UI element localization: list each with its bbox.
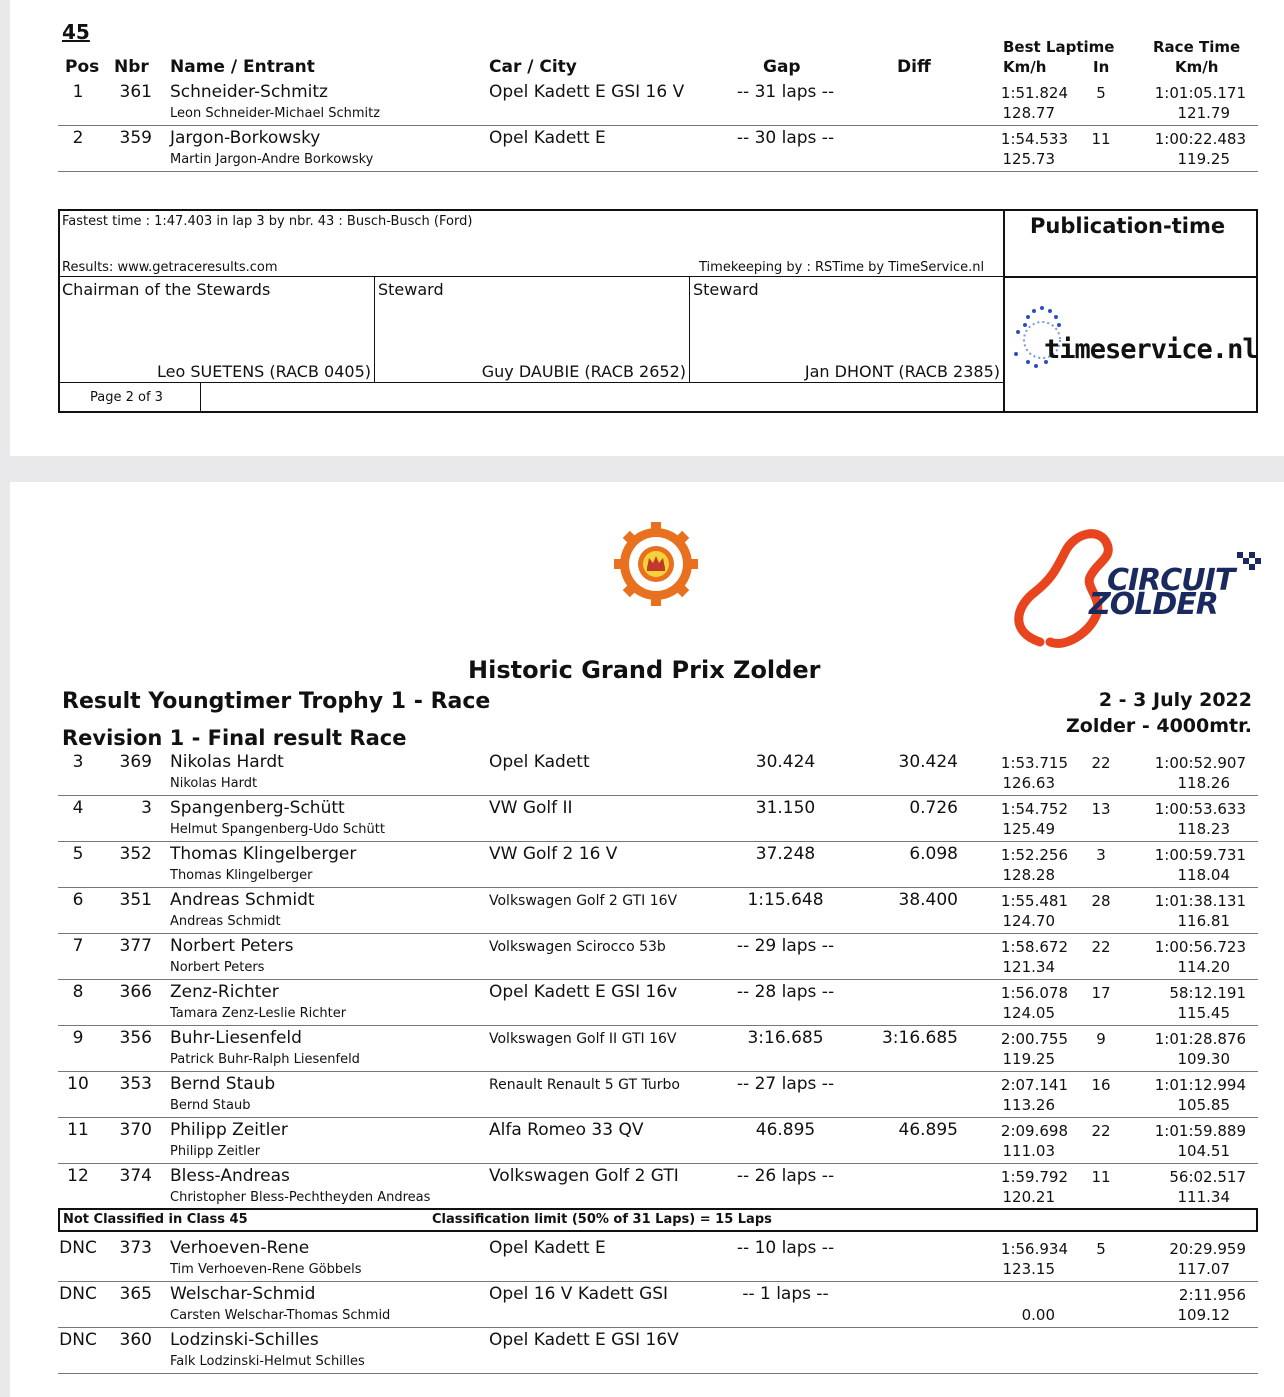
best-kmh: 123.15 [1002,1260,1055,1278]
best-laptime: 1:55.481 [1000,892,1068,910]
racb-logo [614,522,698,606]
best-kmh: 119.25 [1002,1050,1055,1068]
race-kmh: 115.45 [1177,1004,1230,1022]
result-row [58,80,1258,126]
car-number: 370 [119,1120,152,1140]
race-time: 1:01:12.994 [1154,1076,1246,1094]
result-row [58,1118,1258,1164]
car-number: 352 [119,844,152,864]
car: Opel 16 V Kadett GSI [489,1284,669,1304]
drivers: Christopher Bless-Pechtheyden Andreas [170,1190,431,1205]
entrant-name: Andreas Schmidt [170,890,315,910]
race-kmh: 105.85 [1177,1096,1230,1114]
race-kmh: 118.23 [1177,820,1230,838]
entrant-name: Schneider-Schmitz [170,82,328,102]
race-kmh: 104.51 [1177,1142,1230,1160]
best-in-lap: 9 [1096,1030,1106,1048]
steward1-label: Steward [378,280,444,299]
position: 10 [67,1074,89,1094]
car: VW Golf 2 16 V [489,844,618,864]
drivers: Martin Jargon-Andre Borkowsky [170,152,374,167]
diff: 3:16.685 [881,1028,958,1048]
gap: -- 27 laps -- [736,1074,835,1094]
result-row [58,842,1258,888]
race-kmh: 121.79 [1177,104,1230,122]
car: Volkswagen Golf 2 GTI [489,1166,679,1186]
entrant-name: Nikolas Hardt [170,752,284,772]
drivers: Falk Lodzinski-Helmut Schilles [170,1354,365,1369]
best-kmh: 111.03 [1002,1142,1055,1160]
car-number: 353 [119,1074,152,1094]
entrant-name: Lodzinski-Schilles [170,1330,319,1350]
header-pos: Pos [65,57,100,77]
car-number: 360 [119,1330,152,1350]
diff: 30.424 [898,752,958,772]
position: 9 [72,1028,84,1048]
drivers: Tamara Zenz-Leslie Richter [170,1006,347,1021]
timeservice-wordmark: timeservice.nl [1044,334,1258,365]
timekeeping: Timekeeping by : RSTime by TimeService.nl [699,260,985,275]
dnc-row [58,1282,1258,1328]
dnc-row [58,1328,1258,1374]
gap: -- 10 laps -- [736,1238,835,1258]
result-row [58,126,1258,172]
best-in-lap: 5 [1096,84,1106,102]
gap: 37.248 [755,844,816,864]
gap: 31.150 [755,798,816,818]
best-laptime: 1:54.752 [1000,800,1068,818]
gap: -- 1 laps -- [742,1284,829,1304]
best-in-lap: 5 [1096,1240,1106,1258]
class-number: 45 [62,20,90,44]
entrant-name: Thomas Klingelberger [170,844,357,864]
race-time: 1:00:59.731 [1154,846,1246,864]
chairman-name: Leo SUETENS (RACB 0405) [157,362,371,381]
race-kmh: 109.12 [1177,1306,1230,1324]
race-kmh: 114.20 [1177,958,1230,976]
steward2-label: Steward [693,280,759,299]
car-number: 359 [119,128,152,148]
position: 6 [72,890,84,910]
event-venue: Zolder - 4000mtr. [1066,715,1252,737]
gap: 46.895 [755,1120,816,1140]
race-time: 20:29.959 [1169,1240,1246,1258]
page-number-cell [58,382,201,413]
gap: -- 29 laps -- [736,936,835,956]
race-kmh: 117.07 [1177,1260,1230,1278]
best-in-lap: 17 [1091,984,1111,1002]
car-number: 377 [119,936,152,956]
best-laptime: 1:58.672 [1000,938,1068,956]
entrant-name: Norbert Peters [170,936,294,956]
race-time: 1:00:22.483 [1154,130,1246,148]
car: Opel Kadett [489,752,590,772]
best-in-lap: 11 [1091,1168,1111,1186]
chairman-cell [58,276,375,383]
diff: 6.098 [909,844,958,864]
best-kmh: 125.73 [1002,150,1055,168]
position: 3 [72,752,84,772]
result-row [58,750,1258,796]
result-row [58,888,1258,934]
car-number: 365 [119,1284,152,1304]
steward2-name: Jan DHONT (RACB 2385) [804,362,1000,381]
classification-limit: Classification limit (50% of 31 Laps) = 15 Laps [432,1212,772,1227]
result-row [58,796,1258,842]
race-time: 1:00:56.723 [1154,938,1246,956]
race-time: 1:01:05.171 [1154,84,1246,102]
best-in-lap: 11 [1091,130,1111,148]
car: Opel Kadett E GSI 16 V [489,82,685,102]
best-laptime: 2:00.755 [1000,1030,1068,1048]
position: DNC [59,1238,97,1258]
logo-top-line [1003,276,1258,278]
entrant-name: Jargon-Borkowsky [170,128,321,148]
fastest-time: Fastest time : 1:47.403 in lap 3 by nbr. 43 : Busch-Busch (Ford) [62,214,473,229]
car-number: 373 [119,1238,152,1258]
drivers: Andreas Schmidt [170,914,281,929]
event-title: Historic Grand Prix Zolder [468,656,821,684]
header-car: Car / City [489,57,577,77]
car-number: 356 [119,1028,152,1048]
car-number: 374 [119,1166,152,1186]
drivers: Leon Schneider-Michael Schmitz [170,106,381,121]
gap: 3:16.685 [747,1028,824,1048]
best-laptime: 2:09.698 [1000,1122,1068,1140]
drivers: Philipp Zeitler [170,1144,261,1159]
result-row [58,980,1258,1026]
position: 5 [72,844,84,864]
race-kmh: 119.25 [1177,150,1230,168]
circuit-logo-line1: CIRCUIT [1107,563,1235,598]
best-laptime: 1:59.792 [1000,1168,1068,1186]
publication-time: Publication-time [1030,214,1226,238]
diff: 38.400 [898,890,958,910]
entrant-name: Verhoeven-Rene [170,1238,310,1258]
gap: -- 30 laps -- [736,128,835,148]
position: 7 [72,936,84,956]
car: Renault Renault 5 GT Turbo [489,1077,680,1093]
race-kmh: 118.26 [1177,774,1230,792]
drivers: Patrick Buhr-Ralph Liesenfeld [170,1052,360,1067]
best-kmh: 125.49 [1002,820,1055,838]
race-time: 1:01:38.131 [1154,892,1246,910]
car: Opel Kadett E GSI 16V [489,1330,679,1350]
steward1-name: Guy DAUBIE (RACB 2652) [481,362,686,381]
result-row [58,1026,1258,1072]
best-laptime: 1:54.533 [1000,130,1068,148]
best-kmh: 128.77 [1002,104,1055,122]
car-number: 361 [119,82,152,102]
position: 11 [67,1120,89,1140]
diff: 0.726 [909,798,958,818]
best-in-lap: 22 [1091,1122,1111,1140]
best-kmh: 124.05 [1002,1004,1055,1022]
position: 4 [72,798,84,818]
position: 2 [72,128,84,148]
car: Alfa Romeo 33 QV [489,1120,644,1140]
diff: 46.895 [898,1120,958,1140]
event-date: 2 - 3 July 2022 [1098,689,1252,711]
position: 8 [72,982,84,1002]
drivers: Bernd Staub [170,1098,251,1113]
race-time: 1:01:59.889 [1154,1122,1246,1140]
race-time: 1:00:53.633 [1154,800,1246,818]
header-best-laptime: Best Laptime [1003,38,1115,56]
steward1-cell [374,276,690,383]
entrant-name: Bernd Staub [170,1074,276,1094]
best-in-lap: 28 [1091,892,1111,910]
race-kmh: 111.34 [1177,1188,1230,1206]
car: Opel Kadett E GSI 16v [489,982,678,1002]
drivers: Thomas Klingelberger [170,868,313,883]
best-kmh: 126.63 [1002,774,1055,792]
results-page-2 [10,0,1284,456]
best-in-lap: 22 [1091,754,1111,772]
header-gap: Gap [763,57,801,77]
best-kmh: 121.34 [1002,958,1055,976]
revision-title: Revision 1 - Final result Race [62,726,407,750]
entrant-name: Bless-Andreas [170,1166,290,1186]
best-in-lap: 13 [1091,800,1111,818]
car-number: 366 [119,982,152,1002]
result-row [58,1072,1258,1118]
not-classified-label: Not Classified in Class 45 [63,1212,248,1227]
car-number: 369 [119,752,152,772]
header-diff: Diff [897,57,931,77]
race-time: 2:11.956 [1178,1286,1246,1304]
gap: 1:15.648 [747,890,824,910]
best-laptime: 2:07.141 [1000,1076,1068,1094]
page-number: Page 2 of 3 [90,390,163,405]
header-nbr: Nbr [114,57,149,77]
result-title: Result Youngtimer Trophy 1 - Race [62,689,491,714]
steward2-cell [689,276,1004,383]
dnc-row [58,1236,1258,1282]
car: Volkswagen Golf II GTI 16V [489,1031,677,1047]
header-in: In [1093,58,1110,76]
race-kmh: 116.81 [1177,912,1230,930]
results-page-3 [10,482,1284,1397]
circuit-logo-line2: ZOLDER [1089,587,1218,622]
header-best-kmh: Km/h [1003,58,1047,76]
timeservice-logo [1006,300,1256,380]
car: Volkswagen Golf 2 GTI 16V [489,893,678,909]
race-kmh: 118.04 [1177,866,1230,884]
result-row [58,1164,1258,1210]
best-kmh: 0.00 [1021,1306,1055,1324]
best-laptime: 1:51.824 [1000,84,1068,102]
entrant-name: Spangenberg-Schütt [170,798,345,818]
best-in-lap: 3 [1096,846,1106,864]
car-number: 3 [141,798,152,818]
entrant-name: Welschar-Schmid [170,1284,316,1304]
race-time: 1:00:52.907 [1154,754,1246,772]
position: 12 [67,1166,89,1186]
results-url: Results: www.getraceresults.com [62,260,278,275]
car: VW Golf II [489,798,573,818]
gap: -- 26 laps -- [736,1166,835,1186]
header-race-kmh: Km/h [1175,58,1219,76]
result-row [58,934,1258,980]
best-laptime: 1:53.715 [1000,754,1068,772]
not-classified-bar [58,1208,1258,1232]
drivers: Norbert Peters [170,960,265,975]
best-kmh: 120.21 [1002,1188,1055,1206]
circuit-zolder-logo [1005,522,1265,652]
header-name: Name / Entrant [170,57,315,77]
race-time: 56:02.517 [1169,1168,1246,1186]
chairman-label: Chairman of the Stewards [62,280,271,299]
position: DNC [59,1330,97,1350]
entrant-name: Buhr-Liesenfeld [170,1028,302,1048]
entrant-name: Zenz-Richter [170,982,279,1002]
entrant-name: Philipp Zeitler [170,1120,288,1140]
race-kmh: 109.30 [1177,1050,1230,1068]
race-time: 1:01:28.876 [1154,1030,1246,1048]
best-kmh: 113.26 [1002,1096,1055,1114]
best-kmh: 124.70 [1002,912,1055,930]
position: DNC [59,1284,97,1304]
car: Opel Kadett E [489,1238,606,1258]
race-time: 58:12.191 [1169,984,1246,1002]
drivers: Nikolas Hardt [170,776,258,791]
drivers: Helmut Spangenberg-Udo Schütt [170,822,385,837]
drivers: Carsten Welschar-Thomas Schmid [170,1308,391,1323]
position: 1 [72,82,84,102]
header-race-time: Race Time [1153,38,1241,56]
gap: -- 31 laps -- [736,82,835,102]
car: Volkswagen Scirocco 53b [489,939,666,955]
car: Opel Kadett E [489,128,606,148]
best-laptime: 1:52.256 [1000,846,1068,864]
best-laptime: 1:56.934 [1000,1240,1068,1258]
drivers: Tim Verhoeven-Rene Göbbels [170,1262,362,1277]
best-laptime: 1:56.078 [1000,984,1068,1002]
best-in-lap: 22 [1091,938,1111,956]
gap: -- 28 laps -- [736,982,835,1002]
car-number: 351 [119,890,152,910]
best-in-lap: 16 [1091,1076,1111,1094]
gap: 30.424 [755,752,816,772]
best-kmh: 128.28 [1002,866,1055,884]
